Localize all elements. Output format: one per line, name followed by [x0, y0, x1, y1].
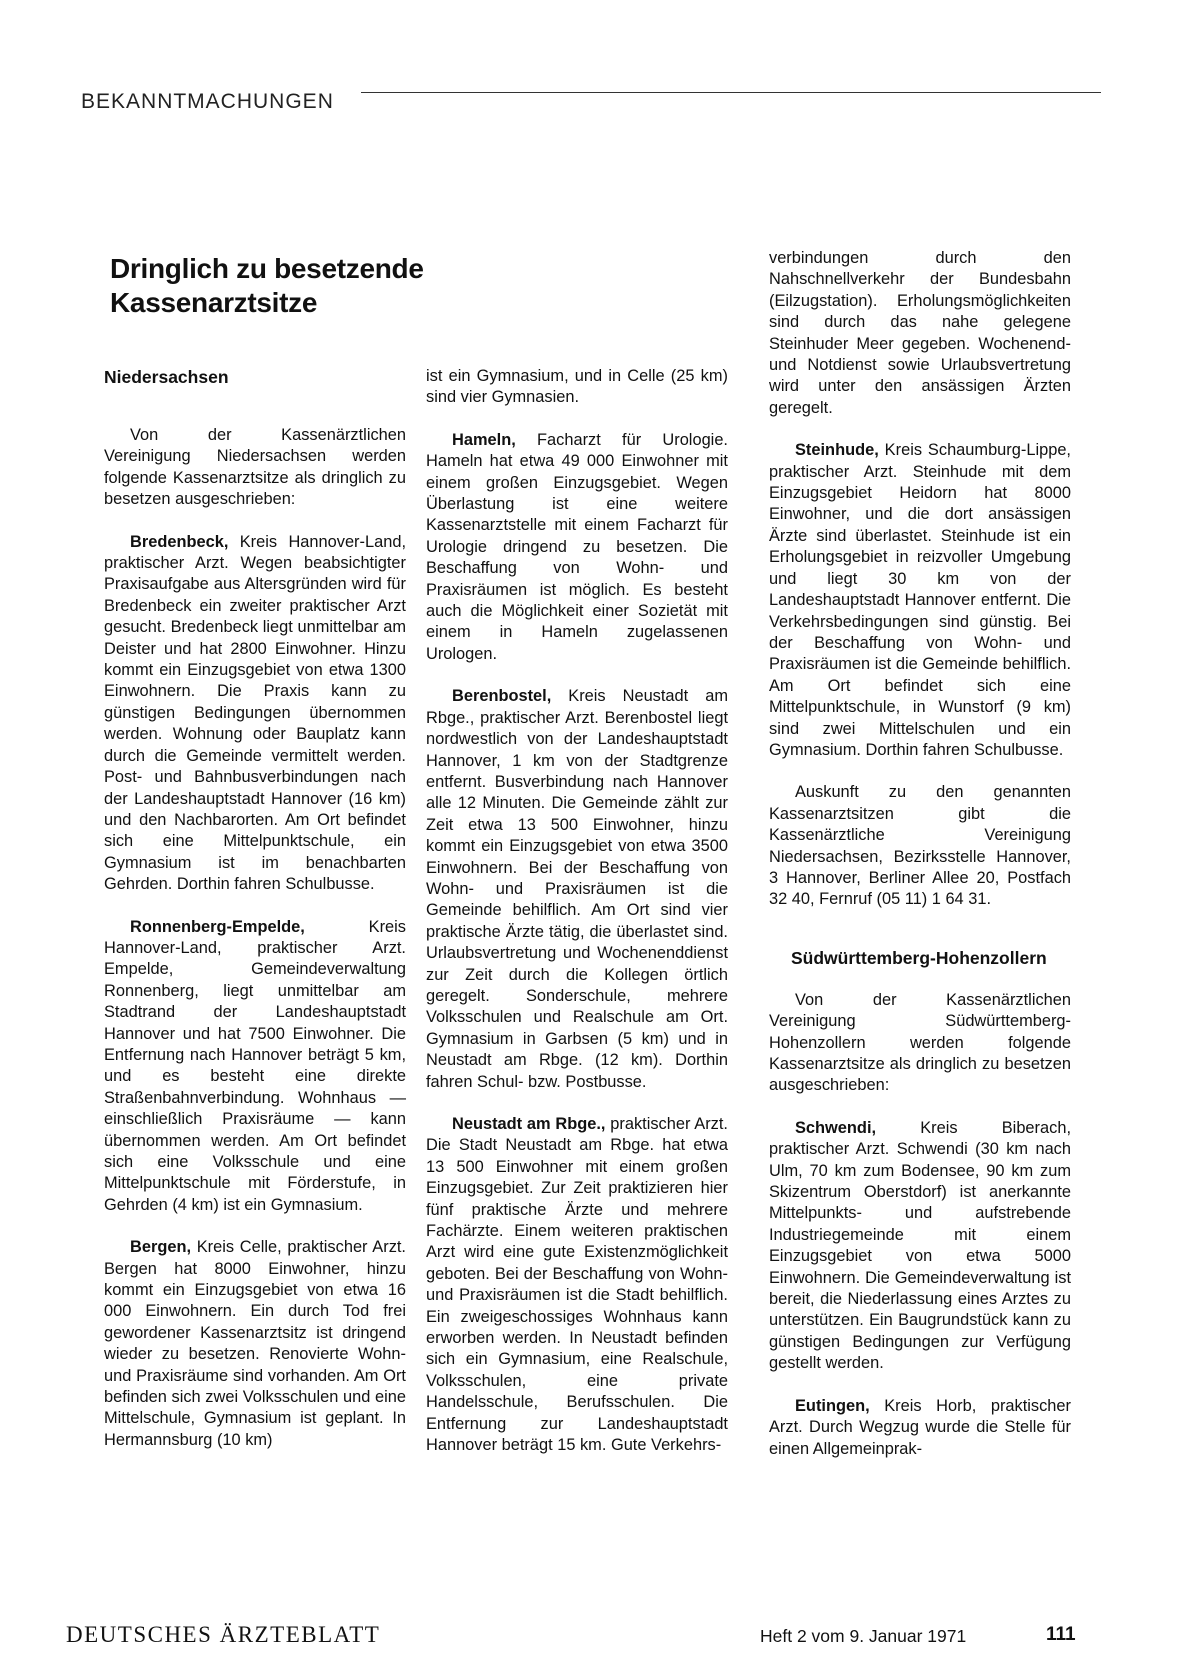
- header-rule: [361, 92, 1101, 93]
- listing-text: Kreis Celle, praktischer Arzt. Bergen hat 8000 Einwohner, hinzu kommt ein Einzugsgebiet von etwa 16 000 Einwohnern. Ein durch Tod frei gewordener Kassenarztsitz ist dringend wieder zu besetzen. Renovierte Wohn- und Praxisräume sind vorhanden. Am Ort befinden sich zwei Volksschulen und eine Mittelschule, Gymnasium ist geplant. In Hermannsburg (10 km): [104, 1238, 406, 1449]
- place-name: Bergen,: [130, 1238, 192, 1257]
- listing-entry: [769, 1118, 1071, 1375]
- page-number: 111: [1046, 1624, 1076, 1645]
- listing-entry: [104, 1237, 406, 1451]
- journal-name: DEUTSCHES ÄRZTEBLATT: [66, 1622, 381, 1647]
- region-heading: Niedersachsen: [104, 367, 229, 387]
- place-name: Neustadt am Rbge.,: [452, 1115, 606, 1133]
- contact-paragraph: Auskunft zu den genannten Kassenarztsitzen gibt die Kassenärztliche Vereinigung Niedersachsen, Bezirksstelle Hannover, 3 Hannover, Berliner Allee 20, Postfach 32 40, Fernruf (05 11) 1 64 31.: [769, 783, 1071, 909]
- listing-text: Facharzt für Urologie. Hameln hat etwa 49 000 Einwohner mit einem großen Einzugsgebiet. Wegen Überlastung ist eine weitere Kassenarztstelle mit einem Facharzt für Urologie dringend zu besetzen. Die Beschaffung von Wohn- und Praxisräumen ist möglich. Es besteht auch die Möglichkeit einer Sozietät mit einem in Hameln zugelassenen Urologen.: [426, 430, 728, 663]
- intro-paragraph: Von der Kassenärztlichen Vereinigung Südwürttemberg-Hohenzollern werden folgende Kassenarztsitze als dringlich zu besetzen ausgeschrieben:: [769, 990, 1071, 1095]
- continued-text: ist ein Gymnasium, und in Celle (25 km) sind vier Gymnasien.: [426, 367, 728, 407]
- listing-text: Kreis Neustadt am Rbge., praktischer Arzt. Berenbostel liegt nordwestlich von der Landeshauptstadt Hannover, 1 km von der Stadtgrenze entfernt. Busverbindung nach Hannover alle 12 Minuten. Die Gemeinde zählt zur Zeit etwa 13 500 Einwohner, hinzu kommt ein Einzugsgebiet von etwa 3500 Einwohnern. Bei der Beschaffung von Wohn- und Praxisräumen ist die Gemeinde behilflich. Am Ort sind vier praktische Ärzte tätig, die überlastet sind. Urlaubsvertretung und Wochenenddienst zur Zeit durch die Kollegen örtlich geregelt. Sonderschule, mehrere Volksschulen und Realschule am Ort. Gymnasium in Garbsen (5 km) und in Neustadt am Rbge. (12 km). Dorthin fahren Schul- bzw. Postbusse.: [426, 687, 728, 1091]
- place-name: Bredenbeck,: [130, 532, 229, 551]
- place-name: Schwendi,: [795, 1118, 877, 1137]
- listing-entry: [104, 917, 406, 1217]
- listing-entry: [426, 430, 728, 665]
- column-1: [104, 366, 406, 1472]
- listing-entry: [426, 1114, 728, 1457]
- listing-entry: [104, 532, 406, 896]
- article-title: Dringlich zu besetzende Kassenarztsitze: [110, 253, 424, 318]
- place-name: Berenbostel,: [452, 687, 552, 706]
- listing-text: praktischer Arzt. Die Stadt Neustadt am Rbge. hat etwa 13 500 Einwohner mit einem großen Einzugsgebiet. Zur Zeit praktizieren hier fünf praktische Ärzte und mehrere Fachärzte. Einem weiteren praktischen Arzt wird eine gute Existenzmöglichkeit geboten. Bei der Beschaffung von Wohn- und Praxisräumen ist die Stadt behilflich. Ein zweigeschossiges Wohnhaus kann erworben werden. In Neustadt befinden sich ein Gymnasium, eine Realschule, Volksschulen, eine private Handelsschule, Berufsschulen. Die Entfernung zur Landeshauptstadt Hannover beträgt 15 km. Gute Verkehrs-: [426, 1115, 728, 1455]
- place-name: Hameln,: [452, 430, 516, 449]
- listing-text: Kreis Horb, praktischer Arzt. Durch Wegzug wurde die Stelle für einen Allgemeinprak-: [769, 1396, 1071, 1458]
- issue-info: Heft 2 vom 9. Januar 1971: [760, 1626, 967, 1646]
- column-2: [426, 366, 728, 1478]
- listing-entry: [769, 1396, 1071, 1460]
- place-name: Eutingen,: [795, 1396, 870, 1415]
- section-header: [81, 90, 1101, 120]
- listing-text: Kreis Schaumburg-Lippe, praktischer Arzt. Steinhude mit dem Einzugsgebiet Heidorn hat 8000 Einwohner, und die dort ansässigen Ärzte sind überlastet. Steinhude ist ein Erholungsgebiet in reizvoller Umgebung und liegt 30 km von der Landeshauptstadt Hannover entfernt. Die Verkehrsbedingungen sind günstig. Bei der Beschaffung von Wohn- und Praxisräumen ist die Gemeinde behilflich. Am Ort befindet sich eine Mittelpunktschule, in Wunstorf (9 km) sind zwei Mittelschulen und ein Gymnasium. Dorthin fahren Schulbusse.: [769, 441, 1071, 759]
- column-3: [769, 248, 1071, 1481]
- place-name: Steinhude,: [795, 441, 879, 460]
- listing-entry: [426, 686, 728, 1093]
- place-name: Ronnenberg-Empelde,: [130, 917, 305, 936]
- region-heading: Südwürttemberg-Hohenzollern: [791, 947, 1047, 968]
- section-label: BEKANNTMACHUNGEN: [81, 90, 340, 114]
- listing-text: Kreis Hannover-Land, praktischer Arzt. Empelde, Gemeindeverwaltung Ronnenberg, liegt unmittelbar am Stadtrand der Landeshauptstadt Hannover und hat 7500 Einwohner. Die Entfernung nach Hannover beträgt 5 km, und es besteht eine direkte Straßenbahnverbindung. Wohnhaus — einschließlich Praxisräume — kann übernommen werden. Am Ort befindet sich eine Volksschule und eine Mittelpunktschule mit Förderstufe, in Gehrden (4 km) ist ein Gymnasium.: [104, 917, 406, 1214]
- listing-entry: [769, 440, 1071, 761]
- intro-paragraph: Von der Kassenärztlichen Vereinigung Niedersachsen werden folgende Kassenarztsitze als dringlich zu besetzen ausgeschrieben:: [104, 426, 406, 509]
- continued-text: verbindungen durch den Nahschnellverkehr der Bundesbahn (Eilzugstation). Erholungsmöglichkeiten sind durch das nahe gelegene Steinhuder Meer gegeben. Wochenend- und Notdienst sowie Urlaubsvertretung wird unter den ansässigen Ärzten geregelt.: [769, 249, 1071, 417]
- listing-text: Kreis Hannover-Land, praktischer Arzt. Wegen beabsichtigter Praxisaufgabe aus Altersgründen wird für Bredenbeck ein zweiter praktischer Arzt gesucht. Bredenbeck liegt unmittelbar am Deister und hat 2800 Einwohner. Hinzu kommt ein Einzugsgebiet von etwa 1300 Einwohnern. Die Praxis kann zu günstigen Bedingungen übernommen werden. Wohnung oder Bauplatz kann durch die Gemeinde vermittelt werden. Post- und Bahnbusverbindungen nach der Landeshauptstadt Hannover (16 km) und den Nachbarorten. Am Ort befindet sich eine Mittelpunktschule, ein Gymnasium ist im benachbarten Gehrden. Dorthin fahren Schulbusse.: [104, 532, 406, 894]
- listing-text: Kreis Biberach, praktischer Arzt. Schwendi (30 km nach Ulm, 70 km zum Bodensee, 90 km zum Skizentrum Oberstdorf) ist anerkannte Mittelpunkts- und aufstrebende Industriegemeinde mit einem Einzugsgebiet von etwa 5000 Einwohnern. Die Gemeindeverwaltung ist bereit, die Niederlassung eines Arztes zu unterstützen. Ein Baugrundstück kann zu günstigen Bedingungen zur Verfügung gestellt werden.: [769, 1118, 1071, 1373]
